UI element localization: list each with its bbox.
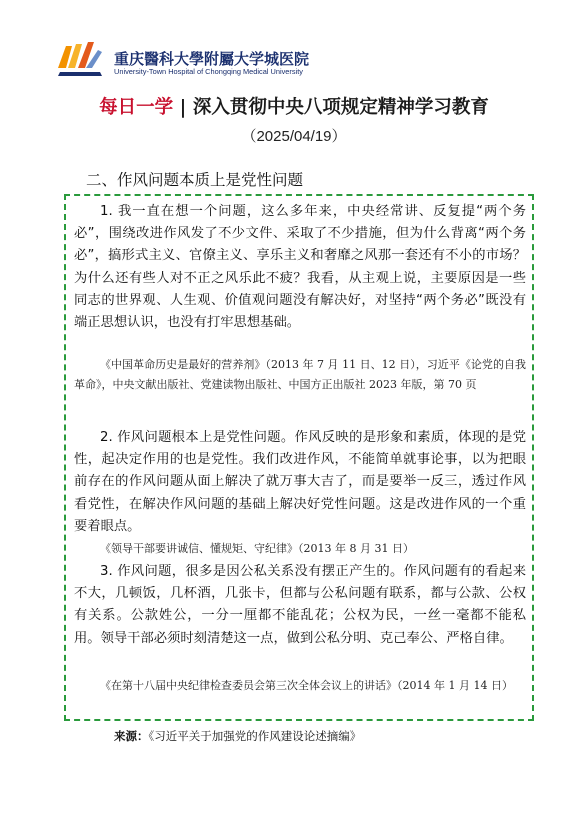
- source-label: 来源：: [114, 729, 149, 743]
- hospital-name-cn: 重庆醫科大學附屬大学城医院: [114, 50, 310, 68]
- title-rest: 深入贯彻中央八项规定精神学习教育: [192, 97, 489, 118]
- title-separator: |: [173, 97, 193, 118]
- citation-1: 《中国革命历史是最好的营养剂》（2013 年 7 月 11 日、12 日），习近平《论党的自我革命》，中央文献出版社、党建读物出版社、中国方正出版社 2023 年版，第 70 页: [74, 358, 526, 391]
- hospital-logo-icon: [56, 38, 104, 78]
- page-title: [0, 93, 588, 119]
- paragraph-1: 1. 我一直在想一个问题，这么多年来，中央经常讲、反复提“两个务必”，围绕改进作风发了不少文件、采取了不少措施，但为什么背离“两个务必”，搞形式主义、官僚主义、享乐主义和奢靡之风那一套还有不小的市场？为什么还有些人对不正之风乐此不疲？我看，从主观上说，主要原因是一些同志的世界观、人生观、价值观问题没有解决好，对坚持“两个务必”既没有端正思想认识，也没有打牢思想基础。: [74, 204, 526, 331]
- paragraph-2: 2. 作风问题根本上是党性问题。作风反映的是形象和素质，体现的是党性，起决定作用的也是党性。我们改进作风，不能简单就事论事，以为把眼前存在的作风问题从面上解决了就万事大吉了，而是要举一反三，透过作风看党性，在解决作风问题的基础上解决好党性问题。这是改进作风的一个重要着眼点。: [74, 430, 526, 534]
- citation-3: 《在第十八届中央纪律检查委员会第三次全体会议上的讲话》（2014 年 1 月 14 日）: [100, 679, 513, 692]
- paragraph-3: 3. 作风问题，很多是因公私关系没有摆正产生的。作风问题有的看起来不大，几顿饭，几杯酒，几张卡，但都与公私问题有联系，都与公款、公权有关系。公款姓公，一分一厘都不能乱花；公权为民，一丝一毫都不能私用。领导干部必须时刻清楚这一点，做到公私分明、克己奉公、严格自律。: [74, 564, 526, 646]
- hospital-name-en: University-Town Hospital of Chongqing Medical University: [114, 67, 303, 76]
- section-heading: 二、作风问题本质上是党性问题: [86, 171, 304, 189]
- source-value: 《习近平关于加强党的作风建设论述摘编》: [148, 729, 362, 743]
- title-highlight: 每日一学: [99, 97, 174, 118]
- citation-2: 《领导干部要讲诚信、懂规矩、守纪律》（2013 年 8 月 31 日）: [100, 542, 414, 555]
- date-label: （2025/04/19）: [241, 128, 347, 145]
- source-line: [114, 728, 361, 744]
